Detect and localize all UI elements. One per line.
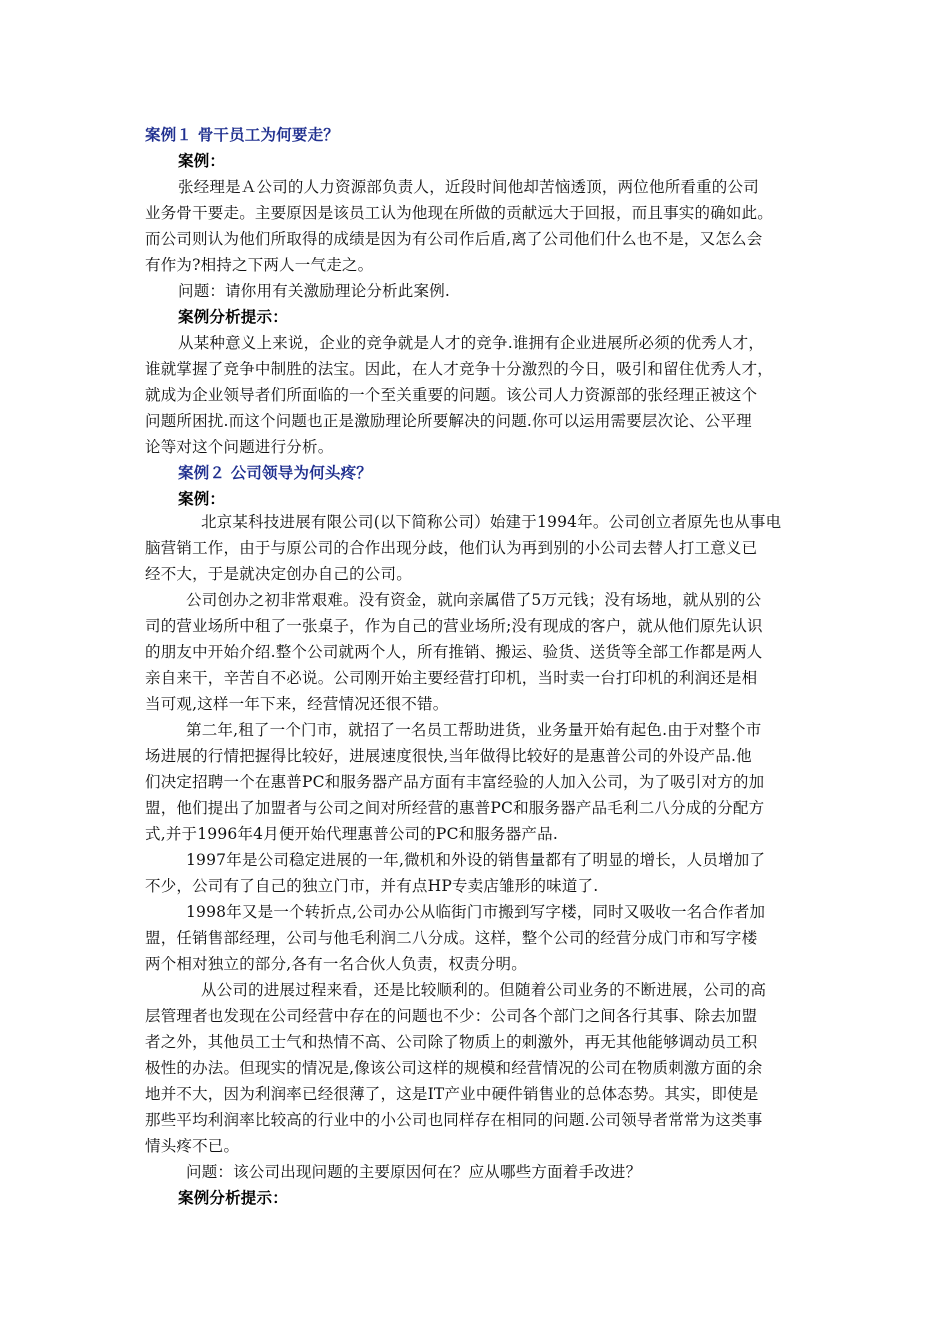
case-2-para1-line: 北京某科技进展有限公司(以下简称公司）始建于1994年。公司创立者原先也从事电: [201, 513, 782, 531]
case-2-para3-line: 盟，他们提出了加盟者与公司之间对所经营的惠普PC和服务器产品毛利二八分成的分配方: [145, 799, 765, 817]
case-2-para6-line: 从公司的进展过程来看，还是比较顺利的。但随着公司业务的不断进展，公司的高: [201, 981, 767, 999]
case-2-para2-line: 亲自来干，辛苦自不必说。公司刚开始主要经营打印机，当时卖一台打印机的利润还是相: [145, 669, 758, 687]
case-2-para6-line: 极性的办法。但现实的情况是,像该公司这样的规模和经营情况的公司在物质刺激方面的余: [145, 1059, 763, 1077]
case-2-para2-line: 公司创办之初非常艰难。没有资金，就向亲属借了5万元钱；没有场地，就从别的公: [186, 591, 762, 609]
case-2-para5-line: 两个相对独立的部分,各有一名合伙人负责，权责分明。: [145, 955, 527, 973]
case-2-para1-line: 经不大，于是就决定创办自己的公司。: [145, 565, 412, 583]
case-1-body-line: 而公司则认为他们所取得的成绩是因为有公司作后盾,离了公司他们什么也不是，又怎么会: [145, 230, 763, 248]
case-2-para4-line: 1997年是公司稳定进展的一年,微机和外设的销售量都有了明显的增长，人员增加了: [186, 851, 766, 869]
case-2-para3-line: 第二年,租了一个门市，就招了一名员工帮助进货，业务量开始有起色.由于对整个市: [186, 721, 762, 739]
case-1-title: 案例１ 骨干员工为何要走？: [145, 125, 339, 144]
case-2-para4-line: 不少，公司有了自己的独立门市，并有点HP专卖店雏形的味道了.: [145, 877, 599, 895]
case-2-para2-line: 的朋友中开始介绍.整个公司就两个人，所有推销、搬运、验货、送货等全部工作都是两人: [145, 643, 763, 661]
case-2-para3-line: 场进展的行情把握得比较好，进展速度很快,当年做得比较好的是惠普公司的外设产品.他: [145, 747, 752, 765]
case-1-hint-line: 就成为企业领导者们所面临的一个至关重要的问题。该公司人力资源部的张经理正被这个: [145, 386, 758, 404]
case-1-hint-line: 论等对这个问题进行分析。: [145, 438, 334, 456]
case-2-para6-line: 那些平均利润率比较高的行业中的小公司也同样存在相同的问题.公司领导者常常为这类事: [145, 1111, 763, 1129]
case-2-para6-line: 层管理者也发现在公司经营中存在的问题也不少：公司各个部门之间各行其事、除去加盟: [145, 1007, 758, 1025]
case-2-para3-line: 式,并于1996年4月便开始代理惠普公司的PC和服务器产品.: [145, 825, 558, 843]
case-1-body-line: 有作为?相持之下两人一气走之。: [145, 256, 374, 274]
case-2-para6-line: 地并不大，因为利润率已经很薄了，这是IT产业中硬件销售业的总体态势。其实，即使是: [145, 1085, 759, 1103]
case-1-hint-label: 案例分析提示：: [178, 307, 288, 326]
case-2-para5-line: 盟，任销售部经理，公司与他毛利润二八分成。这样，整个公司的经营分成门市和写字楼: [145, 929, 758, 947]
case-1-label: 案例：: [178, 151, 226, 170]
case-1-hint-line: 问题所困扰.而这个问题也正是激励理论所要解决的问题.你可以运用需要层次论、公平理: [145, 412, 752, 430]
case-2-para2-line: 当可观,这样一年下来，经营情况还很不错。: [145, 695, 449, 713]
case-2-para3-line: 们决定招聘一个在惠普PC和服务器产品方面有丰富经验的人加入公司，为了吸引对方的加: [145, 773, 765, 791]
case-2-para2-line: 司的营业场所中租了一张桌子，作为自己的营业场所;没有现成的客户，就从他们原先认识: [145, 617, 763, 635]
case-1-body-line: 业务骨干要走。主要原因是该员工认为他现在所做的贡献远大于回报，而且事实的确如此。: [145, 204, 774, 222]
case-1-hint-line: 从某种意义上来说，企业的竞争就是人才的竞争.谁拥有企业进展所必须的优秀人才，: [178, 334, 765, 352]
case-2-title: 案例２ 公司领导为何头疼？: [178, 463, 372, 482]
case-2-para1-line: 脑营销工作，由于与原公司的合作出现分歧，他们认为再到别的小公司去替人打工意义已: [145, 539, 758, 557]
case-2-para6-line: 者之外，其他员工士气和热情不高、公司除了物质上的刺激外，再无其他能够调动员工积: [145, 1033, 758, 1051]
case-2-label: 案例：: [178, 489, 226, 508]
case-2-hint-label: 案例分析提示：: [178, 1188, 288, 1207]
case-1-question: 问题：请你用有关激励理论分析此案例.: [178, 282, 451, 300]
case-2-para5-line: 1998年又是一个转折点,公司办公从临街门市搬到写字楼，同时又吸收一名合作者加: [186, 903, 766, 921]
case-1-hint-line: 谁就掌握了竞争中制胜的法宝。因此，在人才竞争十分激烈的今日，吸引和留住优秀人才，: [145, 360, 774, 378]
case-2-question: 问题：该公司出现问题的主要原因何在？应从哪些方面着手改进？: [186, 1163, 642, 1181]
case-2-para6-line: 情头疼不已。: [145, 1137, 240, 1155]
case-1-body-line: 张经理是Ａ公司的人力资源部负责人，近段时间他却苦恼透顶，两位他所看重的公司: [178, 178, 759, 196]
